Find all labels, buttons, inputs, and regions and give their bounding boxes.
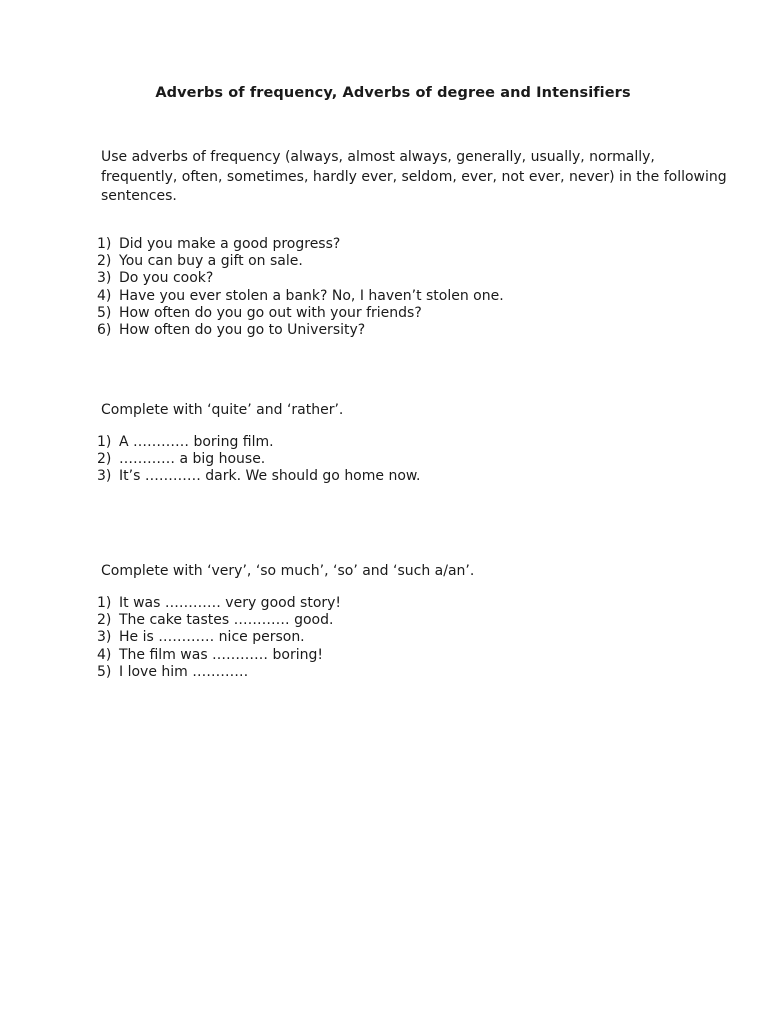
item-text: How often do you go to University? [119, 322, 366, 339]
item-text: He is ………… nice person. [119, 629, 305, 646]
item-text: The cake tastes ………… good. [119, 612, 334, 629]
item-text: You can buy a gift on sale. [119, 253, 303, 270]
section3-list [97, 595, 341, 681]
item-number: 4) [97, 287, 112, 304]
item-text: It’s ………… dark. We should go home now. [119, 468, 421, 485]
list-item [97, 629, 341, 646]
item-text: Have you ever stolen a bank? No, I haven’t stolen one. [119, 287, 504, 304]
item-number: 2) [97, 612, 112, 629]
item-number: 5) [97, 304, 112, 321]
item-number: 3) [97, 270, 112, 287]
item-number: 1) [97, 236, 112, 252]
section2-instruction: Complete with ‘quite’ and ‘rather’. [101, 402, 344, 418]
item-number: 2) [97, 451, 112, 468]
item-text: It was ………… very good story! [119, 595, 342, 611]
section1-instruction: Use adverbs of frequency (always, almost always, generally, usually, normally, frequently, often, sometimes, hardly ever, seldom, ever, not ever, never) in the following sentences. [101, 149, 727, 204]
list-item [97, 612, 341, 629]
list-item [97, 664, 341, 681]
list-item [97, 236, 504, 253]
list-item [97, 451, 421, 468]
list-item [97, 322, 504, 339]
list-item [97, 305, 504, 322]
item-number: 1) [97, 434, 112, 450]
list-item [97, 647, 341, 664]
item-text: Did you make a good progress? [119, 236, 341, 252]
item-text: I love him ………… [119, 663, 249, 680]
section2-list [97, 434, 421, 486]
list-item [97, 288, 504, 305]
item-text: Do you cook? [119, 270, 214, 287]
item-text: The film was ………… boring! [119, 646, 323, 663]
document-title: Adverbs of frequency, Adverbs of degree and Intensifiers [155, 85, 631, 101]
item-number: 4) [97, 646, 112, 663]
section1-list [97, 236, 504, 339]
list-item [97, 595, 341, 612]
item-number: 3) [97, 629, 112, 646]
list-item [97, 468, 421, 485]
item-text: How often do you go out with your friends? [119, 304, 422, 321]
list-item [97, 434, 421, 451]
section3-instruction: Complete with ‘very’, ‘so much’, ‘so’ and ‘such a/an’. [101, 563, 475, 579]
list-item [97, 270, 504, 287]
item-number: 1) [97, 595, 112, 611]
item-number: 3) [97, 468, 112, 485]
item-number: 2) [97, 253, 112, 270]
item-text: A ………… boring film. [119, 434, 274, 450]
item-text: ………… a big house. [119, 451, 266, 468]
list-item [97, 253, 504, 270]
item-number: 5) [97, 663, 112, 680]
item-number: 6) [97, 322, 112, 339]
